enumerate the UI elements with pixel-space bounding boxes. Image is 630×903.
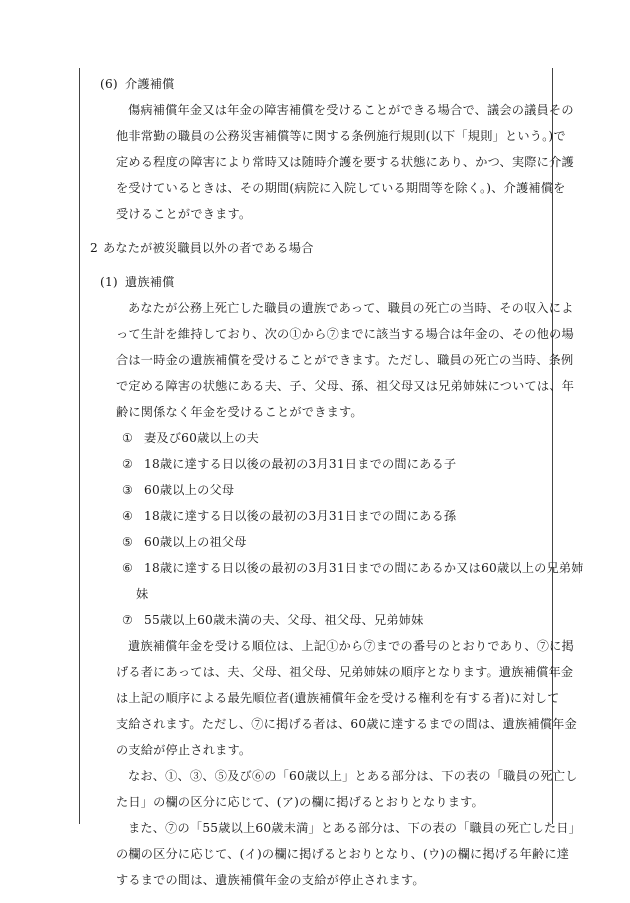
list-item-num: ①: [122, 431, 134, 445]
heading-1: [90, 269, 560, 295]
paragraph-line: げる者にあっては、夫、父母、祖父母、兄弟姉妹の順序となります。遺族補償年金: [116, 665, 574, 679]
paragraph-line: 受けることができます。: [116, 207, 252, 221]
heading-6-num: (6): [100, 77, 118, 91]
paragraph-line: の支給が停止されます。: [116, 743, 252, 757]
paragraph-line: を受けているときは、その期間(病院に入院している期間等を除く。)、介護補償を: [116, 181, 566, 195]
paragraph-line: なお、①、③、⑤及び⑥の「60歳以上」とある部分は、下の表の「職員の死亡し: [128, 769, 578, 783]
list-item-text: 18歳に達する日以後の最初の3月31日までの間にある孫: [144, 509, 457, 523]
list-item-num: ③: [122, 483, 134, 497]
paragraph-line: 合は一時金の遺族補償を受けることができます。ただし、職員の死亡の当時、条例: [116, 353, 574, 367]
list-item: [90, 607, 560, 633]
heading-1-text: 遺族補償: [125, 275, 175, 289]
paragraph-line: また、⑦の「55歳以上60歳未満」とある部分は、下の表の「職員の死亡した日」: [128, 821, 581, 835]
list-item: [90, 503, 560, 529]
list-item: [90, 451, 560, 477]
list-item-num: ④: [122, 509, 134, 523]
list-item-continuation: 妹: [136, 587, 149, 601]
list-item-text: 55歳以上60歳未満の夫、父母、祖父母、兄弟姉妹: [144, 613, 424, 627]
list-item: [90, 529, 560, 555]
paragraph-line: あなたが公務上死亡した職員の遺族であって、職員の死亡の当時、その収入によ: [128, 301, 574, 315]
section-2-heading: [90, 235, 560, 261]
paragraph-line: は上記の順序による最先順位者(遺族補償年金を受ける権利を有する者)に対して: [116, 691, 560, 705]
list-item-text: 18歳に達する日以後の最初の3月31日までの間にあるか又は60歳以上の兄弟姉: [144, 561, 584, 575]
section-2-num: 2: [90, 241, 98, 255]
list-item-num: ⑤: [122, 535, 134, 549]
heading-1-num: (1): [100, 275, 118, 289]
list-item-text: 60歳以上の父母: [144, 483, 235, 497]
list-item-num: ⑦: [122, 613, 134, 627]
paragraph-line: の欄の区分に応じて、(イ)の欄に掲げるとおりとなり、(ウ)の欄に掲げる年齢に達: [116, 847, 570, 861]
paragraph-line: 遺族補償年金を受ける順位は、上記①から⑦までの番号のとおりであり、⑦に掲: [128, 639, 574, 653]
paragraph-line: 他非常勤の職員の公務災害補償等に関する条例施行規則(以下「規則」という。)で: [116, 129, 566, 143]
list-item: [90, 477, 560, 503]
list-item-num: ②: [122, 457, 134, 471]
heading-6-text: 介護補償: [125, 77, 175, 91]
paragraph-line: 傷病補償年金又は年金の障害補償を受けることができる場合で、議会の議員その: [128, 103, 574, 117]
list-item-num: ⑥: [122, 561, 134, 575]
paragraph-line: で定める障害の状態にある夫、子、父母、孫、祖父母又は兄弟姉妹については、年: [116, 379, 575, 393]
list-item-text: 60歳以上の祖父母: [144, 535, 247, 549]
document-body: [90, 71, 584, 893]
paragraph-line: するまでの間は、遺族補償年金の支給が停止されます。: [116, 873, 425, 887]
list-item-text: 18歳に達する日以後の最初の3月31日までの間にある子: [144, 457, 457, 471]
list-item: [90, 425, 560, 451]
list-item: [90, 555, 584, 581]
list-item-text: 妻及び60歳以上の夫: [144, 431, 260, 445]
paragraph-line: って生計を維持しており、次の①から⑦までに該当する場合は年金の、その他の場: [116, 327, 574, 341]
paragraph-line: 齢に関係なく年金を受けることができます。: [116, 405, 363, 419]
paragraph-line: た日」の欄の区分に応じて、(ア)の欄に掲げるとおりとなります。: [116, 795, 484, 809]
heading-6: [90, 71, 560, 97]
paragraph-line: 支給されます。ただし、⑦に掲げる者は、60歳に達するまでの間は、遺族補償年金: [116, 717, 577, 731]
paragraph-line: 定める程度の障害により常時又は随時介護を要する状態にあり、かつ、実際に介護: [116, 155, 574, 169]
section-2-text: あなたが被災職員以外の者である場合: [103, 241, 314, 255]
